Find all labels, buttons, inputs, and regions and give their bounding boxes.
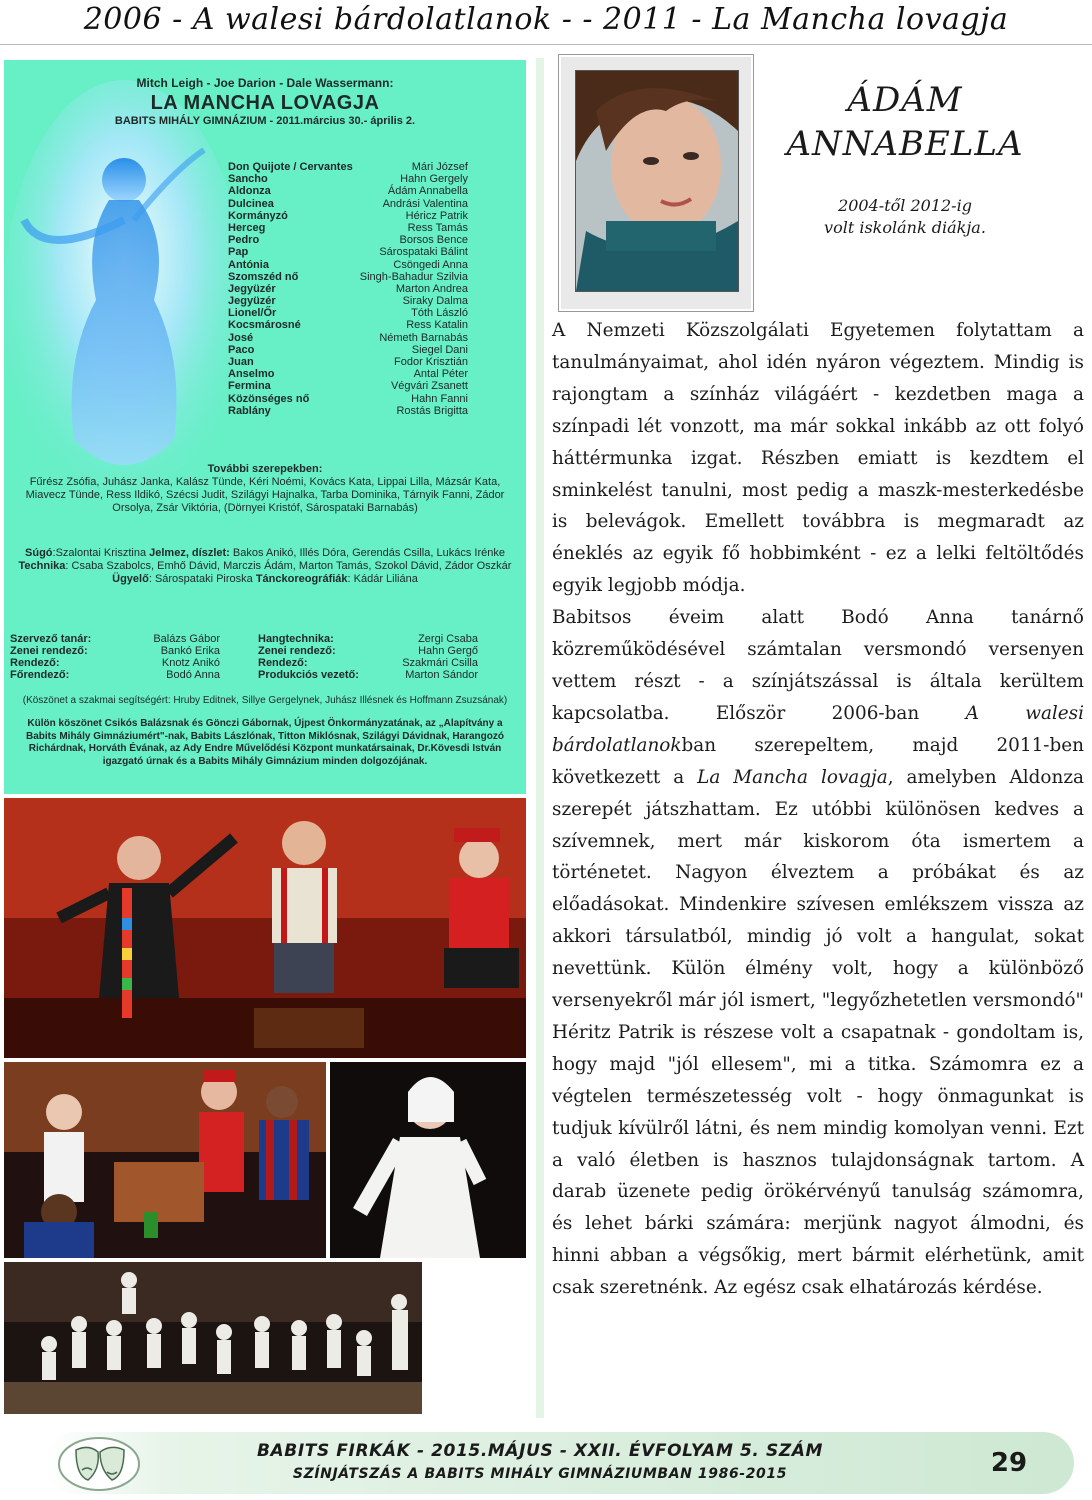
staff-role: Zenei rendező:: [10, 645, 88, 657]
cast-role: Anselmo: [228, 368, 275, 381]
cast-row: [228, 210, 468, 222]
student-name: [760, 78, 1050, 166]
cast-row: [228, 405, 468, 417]
cast-actor: Siraky Dalma: [402, 295, 468, 308]
cast-actor: Andrási Valentina: [382, 197, 468, 210]
staff-name: Hahn Gergő: [418, 645, 478, 657]
poster-venue: BABITS MIHÁLY GIMNÁZIUM - 2011.március 30.- április 2.: [114, 115, 416, 127]
thanks-professional: (Köszönet a szakmai segítségért: Hruby Editnek, Sillye Gergelynek, Juhász Illésnek és Hoffmann Zsuzsának): [22, 695, 508, 706]
credit-label: Jelmez, díszlet:: [149, 547, 230, 559]
staff-name: Bodó Anna: [166, 669, 220, 681]
cast-role: Rablány: [228, 404, 271, 417]
cast-actor: Marton Andrea: [395, 282, 468, 295]
cast-actor: Borsos Bence: [399, 234, 468, 247]
stage-photo-3: [330, 1062, 526, 1258]
staff-right-list: [258, 633, 478, 681]
more-roles-text: Fűrész Zsófia, Juhász Janka, Kalász Tünde, Kéri Noémi, Kovács Kata, Lippai Lilla, Mázsár Kata, Miavecz Tünde, Ress Ildikó, Szécsi Judit, Szilágyi Hajnalka, Tarba Dominika, Tárnyik Fanni, Zádor Orsolya, Zsár Viktória, (Dörnyei Kristóf, Sárospataki Barnabás): [25, 476, 505, 514]
staff-name: Bankó Erika: [160, 645, 220, 657]
page-header-title: 2006 - A walesi bárdolatlanok - - 2011 - La Mancha lovagja: [83, 2, 1009, 37]
header-divider: [0, 44, 1092, 45]
cast-role: Közönséges nő: [228, 392, 310, 405]
cast-row: [228, 246, 468, 258]
staff-row: [258, 633, 478, 645]
cast-role: Lionel/Őr: [228, 307, 277, 320]
cast-role: José: [228, 331, 254, 344]
footer-publication: BABITS FIRKÁK - 2015.MÁJUS - XXII. ÉVFOLYAM 5. SZÁM: [256, 1441, 824, 1461]
cast-row: [228, 222, 468, 234]
portrait-frame: [558, 54, 754, 312]
cast-row: [228, 259, 468, 271]
staff-role: Zenei rendező:: [258, 645, 336, 657]
student-name-line2: ANNABELLA: [786, 124, 1024, 164]
cast-row: [228, 307, 468, 319]
cast-row: [228, 173, 468, 185]
article-text: , amelyben Aldonza szerepét játszhattam. Ez utóbbi különösen kedves a szívemnek, mert már kiskorom óta ismertem a történetet. Nagyon élveztem a próbákat és az előadásokat. Mindenkire szívesen emlékszem vissza az akkori társulatból, mindig jó volt a hangulat, sokat nevettünk. Külön élmény volt, hogy a különböző versenyekről már jól ismert, "legyőzhetetlen versmondó" Héritz Patrik is részese volt a csapatnak - gondoltam is, hogy majd "jól ellesem", mi a titka. Számomra ez a végtelen természetesség volt - hogy önmagunkat is tudjuk kívülről látni, és nem mindig komolyan venni. Ezt a való életben is hasznos tulajdonságnak tartom. A darab üzenete pedig örökérvényű tanulság számomra, és lehet bárki számára: merjünk nagyot álmodni, és hinni abban a végsőkig, mert bármit elérhetünk, amit csak szeretnénk. Az egész csak elhatározás kérdése.: [552, 766, 1084, 1299]
staff-row: [258, 645, 478, 657]
cast-role: Don Quijote / Cervantes: [228, 161, 353, 173]
cast-actor: Hahn Gergely: [400, 173, 468, 186]
cast-row: [228, 283, 468, 295]
poster-authors: Mitch Leigh - Joe Darion - Dale Wassermann:: [136, 76, 394, 90]
article-body: [552, 315, 1084, 1304]
play-title-la-mancha: La Mancha lovagja: [697, 766, 888, 788]
more-roles-title: További szerepekben:: [207, 463, 323, 475]
ghost-figure-image: [4, 60, 254, 520]
student-years-line2: volt iskolánk diákja.: [824, 218, 986, 237]
staff-role: Rendező:: [258, 657, 308, 669]
cast-actor: Singh-Bahadur Szilvia: [359, 270, 468, 283]
cast-role: Juan: [228, 356, 254, 368]
student-name-line1: ÁDÁM: [847, 80, 963, 120]
cast-row: [228, 271, 468, 283]
cast-row: [228, 319, 468, 331]
cast-actor: Ress Tamás: [407, 221, 468, 234]
cast-actor: Antal Péter: [413, 368, 468, 381]
staff-row: [10, 657, 220, 669]
credit-label: Súgó: [25, 547, 53, 559]
cast-row: [228, 161, 468, 173]
portrait-image: [576, 71, 738, 291]
staff-left-list: [10, 633, 220, 681]
cast-role: Herceg: [228, 221, 266, 234]
cast-role: Dulcinea: [228, 197, 274, 210]
staff-role: Rendező:: [10, 657, 60, 669]
cast-actor: Csöngedi Anna: [393, 258, 468, 271]
cast-role: Paco: [228, 343, 255, 356]
cast-row: [228, 380, 468, 392]
cast-role: Sancho: [228, 173, 268, 186]
cast-actor: Sárospataki Bálint: [379, 246, 468, 259]
stage-photo-1: [4, 798, 526, 1058]
cast-row: [228, 393, 468, 405]
staff-name: Szakmári Csilla: [402, 657, 478, 669]
cast-role: Fermina: [228, 380, 271, 393]
cast-role: Aldonza: [228, 185, 271, 198]
column-divider: [536, 58, 544, 1418]
cast-actor: Héricz Patrik: [405, 209, 468, 222]
credit-names: Bakos Anikó, Illés Dóra, Gerendás Csilla, Lukács Irénke: [229, 547, 505, 559]
staff-row: [10, 645, 220, 657]
cast-role: Jegyüzér: [228, 295, 276, 308]
cast-role: Antónia: [228, 258, 269, 271]
cast-actor: Ress Katalin: [406, 319, 468, 332]
cast-actor: Végvári Zsanett: [390, 380, 468, 393]
staff-name: Balázs Gábor: [153, 633, 220, 645]
cast-row: [228, 185, 468, 197]
cast-row: [228, 198, 468, 210]
article-paragraph-2: [552, 602, 1084, 1304]
cast-role: Kormányzó: [228, 209, 288, 222]
credit-label: Technika: [18, 560, 66, 572]
portrait-photo: [575, 70, 739, 292]
cast-actor: Hahn Fanni: [411, 392, 468, 405]
footer-subtitle: SZÍNJÁTSZÁS A BABITS MIHÁLY GIMNÁZIUMBAN 1986-2015: [292, 1466, 788, 1482]
cast-actor: Németh Barnabás: [379, 331, 468, 344]
article-paragraph-1: A Nemzeti Közszolgálati Egyetemen folytattam a tanulmányaimat, ahol idén nyáron végeztem. Mindig is rajongtam a színház világáért - kezdetben maga a színpadi lét vonzott, ma már sokkal inkább az ott folyó háttérmunka izgat. Részben emiatt is kezdtem el sminkelést tanulni, most pedig a maszk-mesterkedésbe is belevágok. Emellett továbbra is megmaradt az éneklés az egyik fő hobbimként - ez a lelki feltöltődés egyik legjobb módja.: [552, 320, 1084, 597]
cast-row: [228, 368, 468, 380]
staff-role: Szervező tanár:: [10, 633, 92, 645]
student-years-line1: 2004-től 2012-ig: [838, 196, 972, 215]
cast-row: [228, 332, 468, 344]
page-number: 29: [990, 1448, 1028, 1478]
credit-names: : Sárospataki Piroska: [148, 573, 256, 585]
staff-role: Produkciós vezető:: [258, 669, 359, 681]
stage-photo-2: [4, 1062, 326, 1258]
cast-role: Jegyüzér: [228, 282, 276, 295]
staff-name: Knotz Anikó: [161, 657, 220, 669]
cast-role: Kocsmárosné: [228, 319, 301, 332]
thanks-special: Külön köszönet Csikós Balázsnak és Gönczi Gábornak, Újpest Önkormányzatának, az „Alapítvány a Babits Mihály Gimnáziumért"-nak, Babits Lászlónak, Titton Miklósnak, Szilágyi Dávidnak, Harangozó Richárdnak, Horváth Évának, az Ady Endre Művelődési Központ munkatársainak, Dr.Kövesdi István igazgató úrnak és a Babits Mihály Gimnázium minden dolgozójának.: [26, 718, 504, 767]
cast-list: [228, 161, 468, 417]
staff-name: Zergi Csaba: [418, 633, 478, 645]
cast-row: [228, 234, 468, 246]
cast-actor: Fodor Krisztián: [394, 356, 468, 368]
credit-names: : Kádár Liliána: [347, 573, 418, 585]
cast-row: [228, 295, 468, 307]
cast-role: Szomszéd nő: [228, 270, 299, 283]
staff-row: [258, 657, 478, 669]
cast-role: Pap: [228, 246, 249, 259]
cast-actor: Rostás Brigitta: [396, 404, 468, 417]
cast-role: Pedro: [228, 234, 260, 247]
cast-actor: Mári József: [411, 161, 468, 173]
cast-actor: Siegel Dani: [411, 343, 468, 356]
stage-photo-4: [4, 1262, 422, 1414]
poster-title: LA MANCHA LOVAGJA: [150, 92, 380, 114]
cast-actor: Ádám Annabella: [387, 185, 468, 198]
play-title-walesi: A walesi bárdolatlanok: [552, 702, 1084, 756]
credit-names: : Csaba Szabolcs, Emhő Dávid, Marczis Ádám, Marton Tamás, Szokol Dávid, Zádor Oszkár: [65, 560, 512, 572]
staff-role: Hangtechnika:: [258, 633, 334, 645]
article-text: Babitsos éveim alatt Bodó Anna tanárnő közreműködésével számtalan versmondó versenyen vettem részt - a színjátszással is általa kerültem kapcsolatba. Először 2006-ban: [552, 607, 1084, 724]
staff-row: [10, 633, 220, 645]
play-poster: [4, 60, 526, 794]
student-years: [770, 195, 1040, 239]
crew-credits: [10, 547, 520, 586]
credit-names: :Szalontai Krisztina: [52, 547, 150, 559]
cast-row: [228, 356, 468, 368]
staff-row: [10, 669, 220, 681]
cast-row: [228, 344, 468, 356]
staff-role: Főrendező:: [10, 669, 70, 681]
staff-row: [258, 669, 478, 681]
staff-name: Marton Sándor: [405, 669, 478, 681]
article-text: ban szerepeltem, majd 2011-ben következett a: [552, 734, 1084, 788]
cast-actor: Tóth László: [411, 307, 468, 320]
theatre-masks-icon: [56, 1436, 142, 1492]
credit-label: Ügyelő: [112, 573, 149, 585]
credit-label: Tánckoreográfiák: [255, 573, 348, 585]
